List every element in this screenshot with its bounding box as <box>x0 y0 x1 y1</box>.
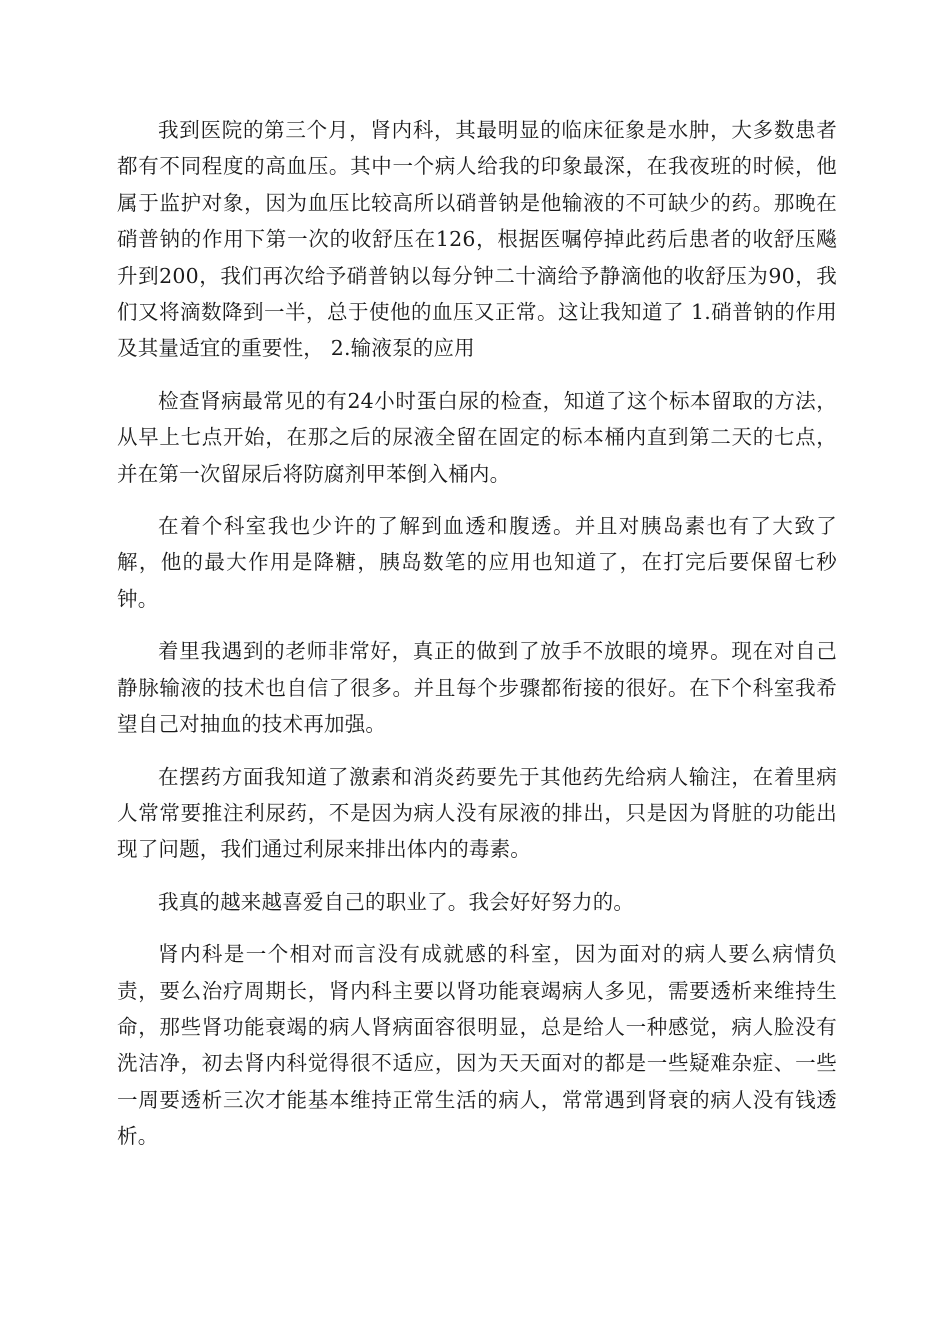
paragraph: 我到医院的第三个月，肾内科，其最明显的临床征象是水肿，大多数患者都有不同程度的高血压。其中一个病人给我的印象最深，在我夜班的时候，他属于监护对象，因为血压比较高所以硝普钠是他输液的不可缺少的药。那晚在硝普钠的作用下第一次的收舒压在126，根据医嘱停掉此药后患者的收舒压飚升到200，我们再次给予硝普钠以每分钟二十滴给予静滴他的收舒压为90，我们又将滴数降到一半，总于使他的血压又正常。这让我知道了 1.硝普钠的作用及其量适宜的重要性， 2.输液泵的应用 <box>117 118 837 361</box>
paragraph: 我真的越来越喜爱自己的职业了。我会好好努力的。 <box>158 889 635 914</box>
paragraph: 着里我遇到的老师非常好，真正的做到了放手不放眼的境界。现在对自己静脉输液的技术也自信了很多。并且每个步骤都衔接的很好。在下个科室我希望自己对抽血的技术再加强。 <box>117 639 837 737</box>
document-body <box>117 112 837 1171</box>
paragraph: 肾内科是一个相对而言没有成就感的科室，因为面对的病人要么病情负责，要么治疗周期长，肾内科主要以肾功能衰竭病人多见，需要透析来维持生命，那些肾功能衰竭的病人肾病面容很明显，总是给人一种感觉，病人脸没有洗洁净，初去肾内科觉得很不适应，因为天天面对的都是一些疑难杂症、一些一周要透析三次才能基本维持正常生活的病人，常常遇到肾衰的病人没有钱透析。 <box>117 942 837 1149</box>
paragraph: 在摆药方面我知道了激素和消炎药要先于其他药先给病人输注，在着里病人常常要推注利尿药，不是因为病人没有尿液的排出，只是因为肾脏的功能出现了问题，我们通过利尿来排出体内的毒素。 <box>117 764 837 862</box>
paragraph: 在着个科室我也少许的了解到血透和腹透。并且对胰岛素也有了大致了解，他的最大作用是降糖，胰岛数笔的应用也知道了，在打完后要保留七秒钟。 <box>117 514 837 611</box>
paragraph: 检查肾病最常见的有24小时蛋白尿的检查，知道了这个标本留取的方法，从早上七点开始，在那之后的尿液全留在固定的标本桶内直到第二天的七点，并在第一次留尿后将防腐剂甲苯倒入桶内。 <box>117 388 837 486</box>
